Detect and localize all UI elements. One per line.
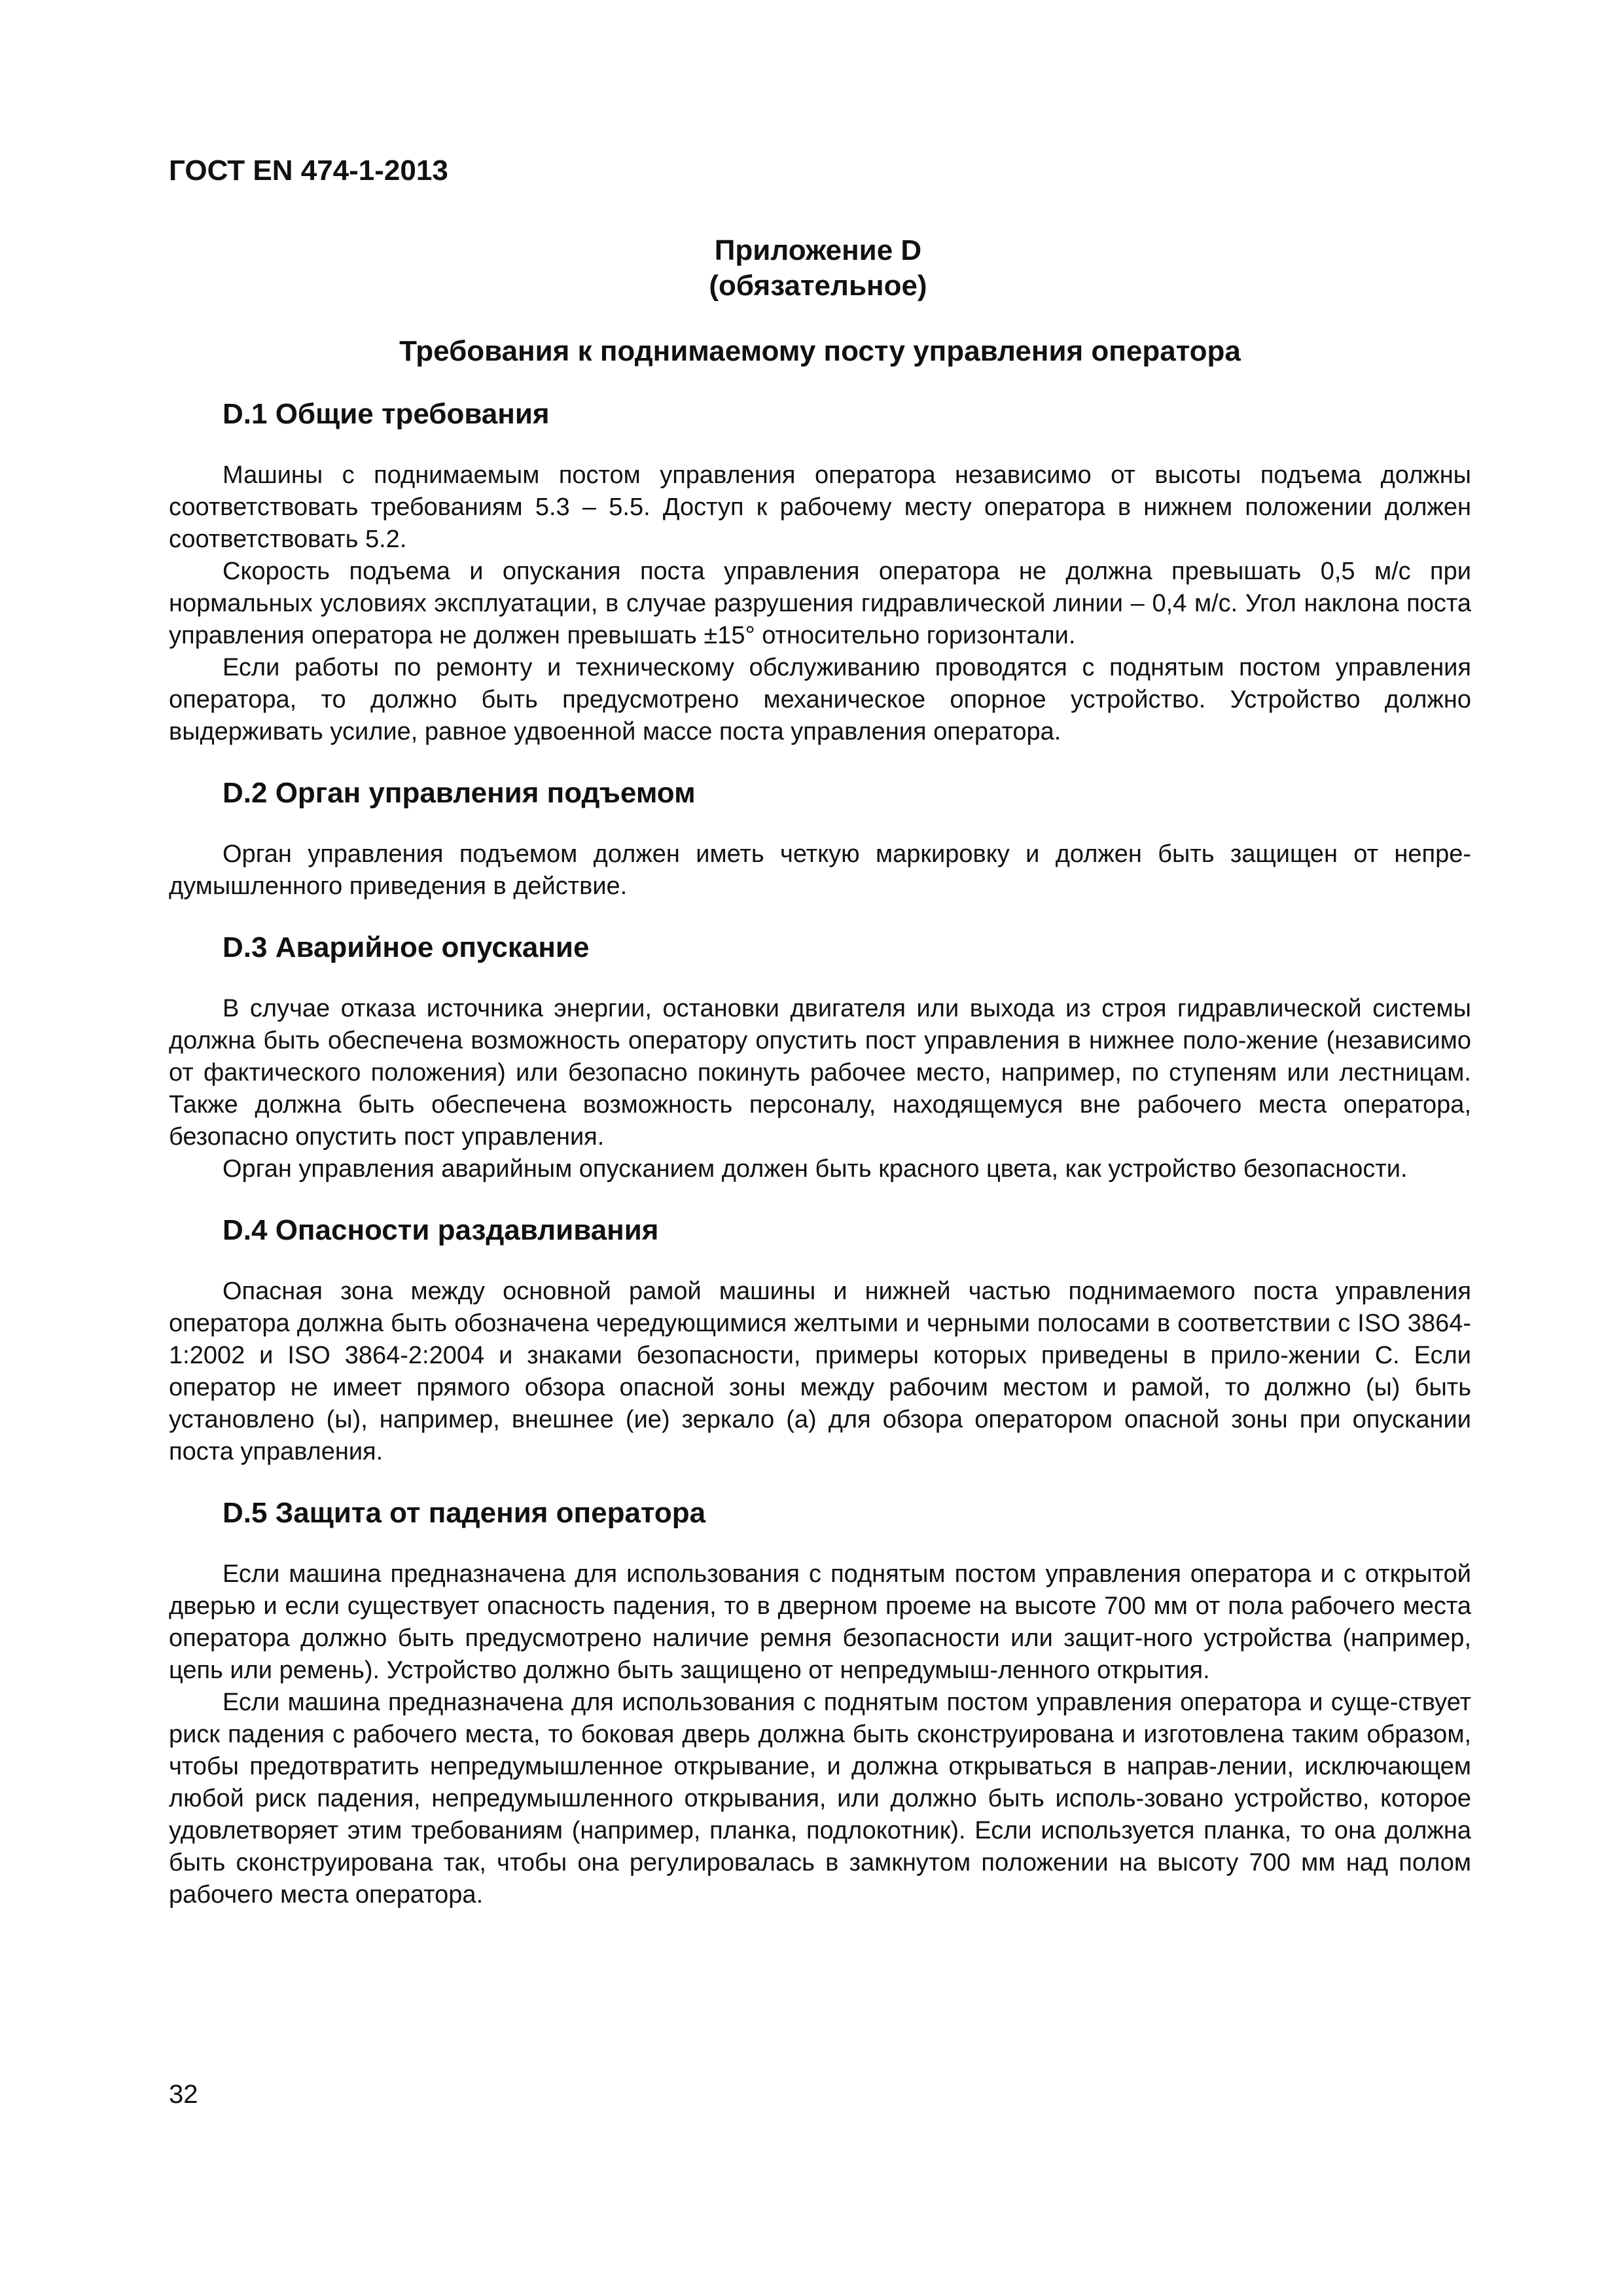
appendix-status: (обязательное) <box>709 270 927 302</box>
section-heading: D.3 Аварийное опускание <box>223 931 590 963</box>
section-d4 <box>169 1213 1471 1468</box>
paragraph: Машины с поднимаемым постом управления оператора независимо от высоты подъема должны соответствовать требованиям 5.3 – 5.5. Доступ к рабочему месту оператора в нижнем положении должен соответствовать 5.2. <box>169 461 1471 553</box>
paragraph: В случае отказа источника энергии, остановки двигателя или выхода из строя гидравлической системы должна быть обеспечена возможность оператору опустить пост управления в нижнее поло-жение (независимо от фактического положения) или безопасно покинуть рабочее место, например, по ступеням или лестницам. Также должна быть обеспечена возможность персоналу, находящемуся вне рабочего места оператора, безопасно опустить пост управления. <box>169 995 1471 1151</box>
page-number: 32 <box>169 2080 198 2109</box>
section-heading: D.5 Защита от падения оператора <box>223 1497 706 1529</box>
section-heading: D.4 Опасности раздавливания <box>223 1214 659 1246</box>
document-code: ГОСТ EN 474-1-2013 <box>169 154 448 187</box>
section-d3 <box>169 930 1471 1185</box>
paragraph: Если машина предназначена для использования с поднятым постом управления оператора и с открытой дверью и если существует опасность падения, то в дверном проеме на высоте 700 мм от пола рабочего места оператора должно быть предусмотрено наличие ремня безопасности или защит-ного устройства (например, цепь или ремень). Устройство должно быть защищено от непредумыш-ленного открытия. <box>169 1560 1471 1684</box>
appendix-label: Приложение D <box>714 234 922 266</box>
appendix-title: Требования к поднимаемому посту управления оператора <box>399 335 1241 367</box>
paragraph: Опасная зона между основной рамой машины и нижней частью поднимаемого поста управления оператора должна быть обозначена чередующимися желтыми и черными полосами в соответствии с ISO 3864-1:2002 и ISO 3864-2:2004 и знаками безопасности, примеры которых приведены в прило-жении С. Если оператор не имеет прямого обзора опасной зоны между рабочим местом и рамой, то должно (ы) быть установлено (ы), например, внешнее (ие) зеркало (а) для обзора оператором опасной зоны при опускании поста управления. <box>169 1278 1471 1465</box>
paragraph: Орган управления подъемом должен иметь четкую маркировку и должен быть защищен от непре-думышленного приведения в действие. <box>169 840 1471 900</box>
paragraph: Если машина предназначена для использования с поднятым постом управления оператора и суще-ствует риск падения с рабочего места, то боковая дверь должна быть сконструирована и изготовлена таким образом, чтобы предотвратить непредумышленное открывание, и должна открываться в направ-лении, исключающем любой риск падения, непредумышленного открывания, или должно быть исполь-зовано устройство, которое удовлетворяет этим требованиям (например, планка, подлокотник). Если используется планка, то она должна быть сконструирована так, чтобы она регулировалась в замкнутом положении на высоту 700 мм над полом рабочего места оператора. <box>169 1689 1471 1909</box>
section-d5 <box>169 1496 1471 1911</box>
section-d1 <box>169 397 1471 748</box>
section-heading: D.2 Орган управления подъемом <box>223 777 696 809</box>
document-body <box>169 397 1471 1939</box>
paragraph: Если работы по ремонту и техническому обслуживанию проводятся с поднятым постом управления оператора, то должно быть предусмотрено механическое опорное устройство. Устройство должно выдерживать усилие, равное удвоенной массе поста управления оператора. <box>169 654 1471 745</box>
paragraph: Орган управления аварийным опусканием должен быть красного цвета, как устройство безопасности. <box>223 1155 1408 1183</box>
paragraph: Скорость подъема и опускания поста управления оператора не должна превышать 0,5 м/с при нормальных условиях эксплуатации, в случае разрушения гидравлической линии – 0,4 м/с. Угол наклона поста управления оператора не должен превышать ±15° относительно горизонтали. <box>169 558 1471 649</box>
section-d2 <box>169 776 1471 903</box>
section-heading: D.1 Общие требования <box>223 398 550 430</box>
